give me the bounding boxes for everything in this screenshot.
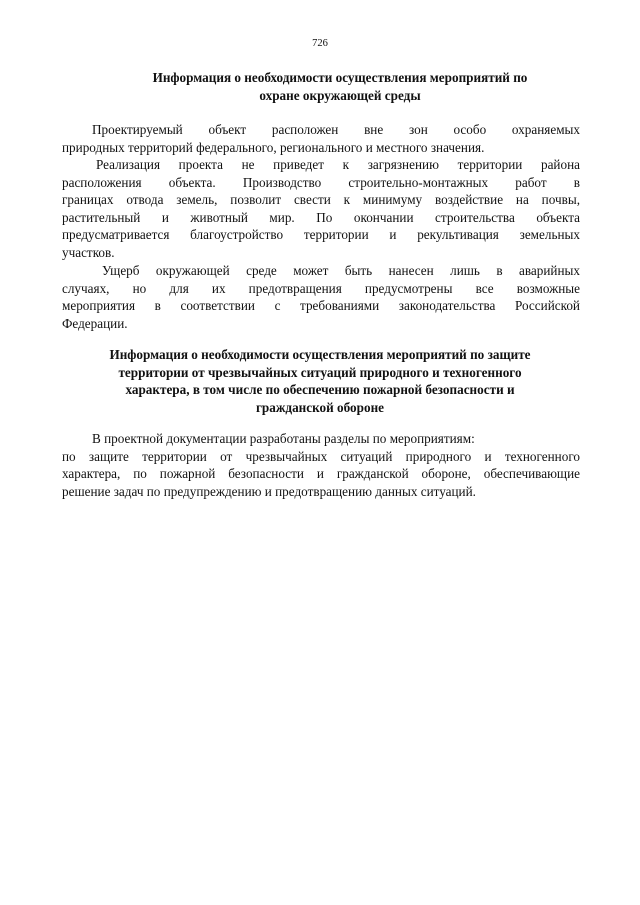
paragraph-line: решение задач по предупреждению и предотвращению данных ситуаций. [62, 483, 476, 499]
paragraph-environmental-damage [62, 262, 580, 332]
paragraph-line: растительный и животный мир. По окончании строительства объекта [62, 209, 580, 225]
heading-line: охране окружающей среды [259, 87, 421, 103]
section-heading-environment [105, 69, 575, 104]
paragraph-line: природных территорий федерального, регионального и местного значения. [62, 139, 485, 155]
paragraph-line: участков. [62, 244, 115, 260]
paragraph-emergency-measures [62, 430, 580, 500]
paragraph-line: границах отвода земель, позволит свести к минимуму воздействие на почвы, [62, 192, 580, 208]
paragraph-line: расположения объекта. Производство строительно-монтажных работ в [62, 174, 580, 190]
paragraph-line: Федерации. [62, 315, 128, 331]
heading-line: Информация о необходимости осуществления мероприятий по [152, 70, 528, 85]
paragraph-line: Проектируемый объект расположен вне зон особо охраняемых [92, 122, 580, 137]
paragraph-line: Реализация проекта не приведет к загрязнению территории района [96, 157, 580, 172]
paragraph-line: Ущерб окружающей среде может быть нанесен лишь в аварийных [102, 263, 580, 278]
heading-line: гражданской обороне [255, 399, 385, 415]
paragraph-line: предусматривается благоустройство территории и рекультивация земельных [62, 227, 580, 243]
page-number: 726 [312, 38, 328, 49]
paragraph-line: случаях, но для их предотвращения предусмотрены все возможные [62, 280, 580, 296]
paragraph-line: В проектной документации разработаны разделы по мероприятиям: [92, 431, 475, 446]
paragraph-line: мероприятия в соответствии с требованиями законодательства Российской [62, 298, 580, 314]
paragraph-line: по защите территории от чрезвычайных ситуаций природного и техногенного [62, 448, 580, 464]
paragraph-line: характера, по пожарной безопасности и гражданской обороне, обеспечивающие [62, 466, 580, 482]
heading-line: характера, в том числе по обеспечению пожарной безопасности и [125, 382, 515, 397]
paragraph-protected-areas [62, 121, 580, 156]
section-heading-emergency [62, 346, 578, 416]
heading-line: территории от чрезвычайных ситуаций природного и техногенного [118, 364, 522, 380]
paragraph-project-impact [62, 156, 580, 262]
heading-line: Информация о необходимости осуществления мероприятий по защите [109, 347, 531, 362]
